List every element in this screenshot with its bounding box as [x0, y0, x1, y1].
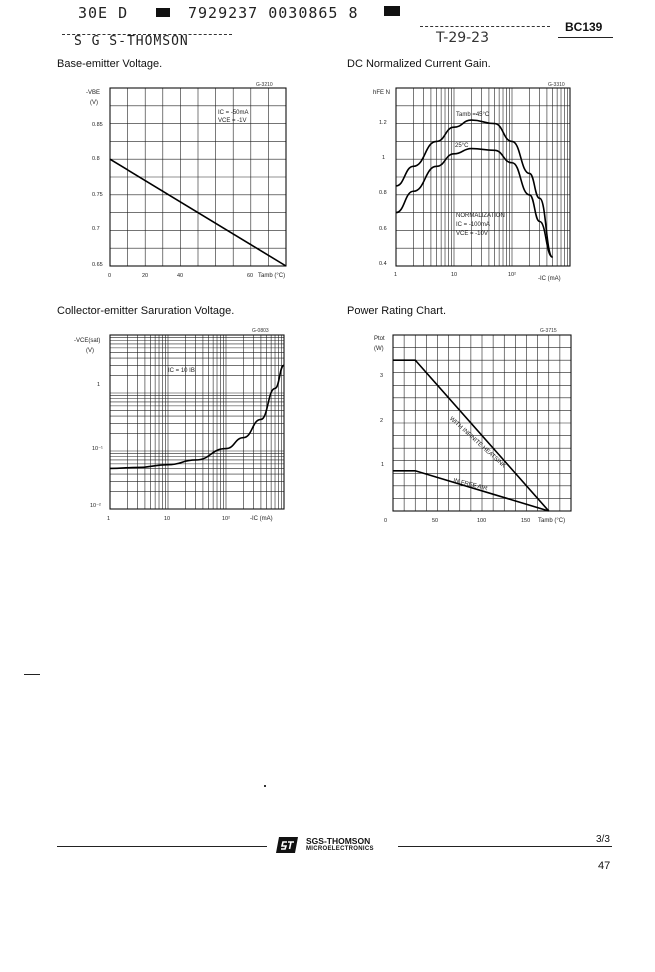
chart3-xlabel: -IC (mA) [250, 516, 273, 522]
chart3-annot: IC = 10 IB [168, 368, 195, 374]
chart4-ytick: 3 [380, 373, 384, 379]
chart4-plot [393, 335, 571, 511]
chart3-yunit: (V) [86, 348, 94, 354]
header-black-block-2 [384, 6, 400, 16]
chart4-xlabel: Tamb (°C) [538, 518, 566, 524]
footer-division: MICROELECTRONICS [306, 846, 374, 852]
header-numbers: 7929237 0030865 8 [188, 4, 359, 22]
series-line-2 [396, 149, 553, 258]
chart4-xtick: 0 [384, 518, 388, 524]
chart1-code: G-3210 [256, 82, 273, 88]
chart3-xtick: 10² [222, 516, 230, 522]
gridlines [110, 335, 284, 509]
chart4-title: Power Rating Chart. [347, 305, 447, 317]
stray-dot [264, 785, 266, 787]
chart1-xlabel: Tamb (°C) [258, 273, 286, 279]
chart3-ylabel: -VCE(sat) [74, 338, 101, 344]
chart1-ytick: 0.75 [92, 192, 103, 198]
chart4-xtick: 100 [477, 518, 487, 524]
chart1-yunit: (V) [90, 100, 98, 106]
chart3-ytick: 10⁻¹ [92, 446, 103, 452]
chart2-title: DC Normalized Current Gain. [347, 58, 491, 70]
chart1-xtick: 40 [177, 273, 184, 279]
header-doc-ref: T-29-23 [436, 30, 489, 46]
chart2-xtick: 10² [508, 272, 516, 278]
chart4-annot-freeair: IN FREE AIR [452, 478, 488, 493]
chart2-annot-45: Tamb =45°C [456, 112, 490, 118]
chart2-plot [396, 88, 570, 266]
chart1-annot-ic: IC = -50mA [218, 110, 249, 116]
footer-page: 3/3 [596, 834, 610, 845]
chart1-ytick: 0.65 [92, 262, 103, 268]
chart2-ytick: 0.4 [379, 261, 387, 267]
series-line-1 [110, 365, 284, 468]
chart2-annot-ic: IC = -100mA [456, 222, 490, 228]
header-code-line: 30E D [78, 4, 129, 22]
chart1-xtick: 60 [247, 273, 254, 279]
chart2-xtick: 1 [394, 272, 398, 278]
chart2-ytick: 1.2 [379, 120, 387, 126]
chart2-xtick: 10 [451, 272, 458, 278]
chart3-plot [110, 335, 284, 509]
plot-frame [110, 335, 284, 509]
chart3-code: G-0803 [252, 328, 269, 334]
chart2-annot-vce: VCE = -10V [456, 231, 488, 237]
header-part-number: BC139 [565, 20, 603, 34]
header-rule-part [558, 37, 613, 38]
chart2-annot-25: 25°C [455, 143, 469, 149]
gridlines [396, 88, 570, 266]
gridlines [393, 335, 571, 511]
chart1-xtick: 20 [142, 273, 149, 279]
header-brand: S G S-THOMSON [74, 34, 189, 49]
chart4-xtick: 50 [432, 518, 439, 524]
chart1-annot-vce: VCE = -1V [218, 118, 247, 124]
margin-dash [24, 674, 40, 675]
gridlines [110, 88, 286, 266]
footer-rule-left [57, 846, 267, 847]
chart1-plot [110, 88, 286, 266]
chart2-ytick: 0.6 [379, 226, 387, 232]
chart4-ylabel: Ptot [374, 336, 385, 342]
chart2-ytick: 1 [382, 155, 386, 161]
chart4-ytick: 1 [381, 462, 385, 468]
chart2-xlabel: -IC (mA) [538, 276, 561, 282]
chart1-ytick: 0.8 [92, 156, 100, 162]
footer-company: SGS-THOMSON [306, 836, 371, 846]
chart1-xtick: 0 [108, 273, 112, 279]
chart2-code: G-3310 [548, 82, 565, 88]
footer-rule-right [398, 846, 612, 847]
header-rule-top [420, 26, 550, 27]
chart2-annot-norm: NORMALIZATION [456, 213, 505, 219]
chart1-ylabel: -VBE [86, 90, 101, 96]
chart3-ytick: 1 [97, 382, 101, 388]
chart3-xtick: 10 [164, 516, 171, 522]
chart1-ytick: 0.7 [92, 226, 100, 232]
chart1-ytick: 0.85 [92, 122, 103, 128]
chart1-title: Base-emitter Voltage. [57, 58, 163, 70]
chart3-ytick: 10⁻² [90, 503, 101, 509]
footer-number: 47 [598, 860, 611, 872]
header-black-block-1 [156, 8, 170, 17]
chart2-ytick: 0.8 [379, 190, 387, 196]
chart2-ylabel: hFE N [373, 90, 391, 96]
chart4-annot-heatsink: WITH INFINITE HEATSINK [447, 416, 507, 470]
chart4-code: G-3715 [540, 328, 557, 334]
chart3-title: Collector-emitter Saruration Voltage. [57, 305, 235, 317]
st-logo-icon [276, 837, 298, 853]
chart4-xtick: 150 [521, 518, 531, 524]
chart4-yunit: (W) [374, 346, 384, 352]
chart3-xtick: 1 [107, 516, 111, 522]
header-rule-brand [62, 34, 232, 35]
chart4-ytick: 2 [380, 418, 384, 424]
